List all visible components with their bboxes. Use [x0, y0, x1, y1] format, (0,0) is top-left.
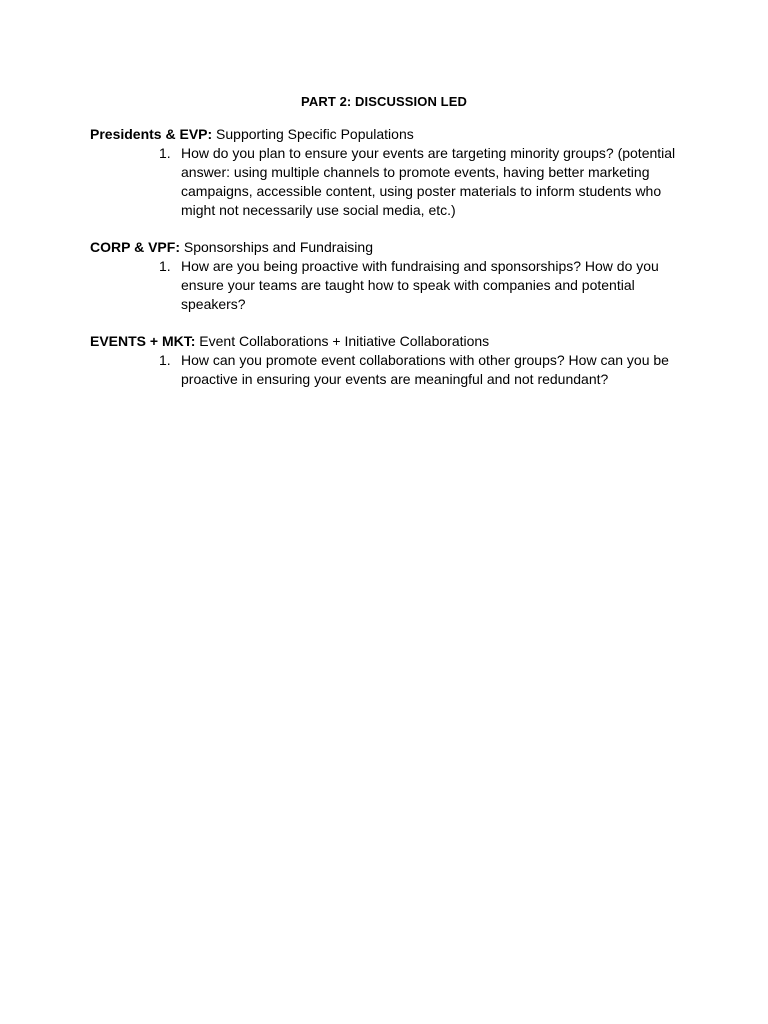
section-role: CORP & VPF:: [90, 239, 180, 255]
list-number: 1.: [159, 145, 171, 161]
question-line: How can you promote event collaborations with other groups? How can you be: [181, 352, 669, 368]
question-line: campaigns, accessible content, using poster materials to inform students who: [181, 183, 662, 199]
page-title: PART 2: DISCUSSION LED: [301, 94, 467, 109]
section-role: Presidents & EVP:: [90, 126, 213, 142]
section-events-mkt: [90, 332, 690, 389]
list-number: 1.: [159, 258, 171, 274]
question-line: might not necessarily use social media, etc.): [181, 202, 456, 218]
question-line: proactive in ensuring your events are meaningful and not redundant?: [181, 371, 609, 387]
list-item: [159, 351, 681, 389]
section-heading: [90, 238, 690, 257]
list-item: [159, 257, 681, 314]
question-line: answer: using multiple channels to promote events, having better marketing: [181, 164, 650, 180]
section-topic: Event Collaborations + Initiative Collaborations: [199, 333, 490, 349]
section-heading: [90, 332, 690, 351]
question-line: ensure your teams are taught how to speak with companies and potential: [181, 277, 635, 293]
question-line: speakers?: [181, 296, 246, 312]
question-line: How are you being proactive with fundraising and sponsorships? How do you: [181, 258, 659, 274]
section-topic: Sponsorships and Fundraising: [183, 239, 373, 255]
section-presidents-evp: [90, 125, 690, 220]
question-line: How do you plan to ensure your events are targeting minority groups? (potential: [181, 145, 676, 161]
list-item: [159, 144, 681, 220]
section-corp-vpf: [90, 238, 690, 314]
section-heading: [90, 125, 690, 144]
section-topic: Supporting Specific Populations: [216, 126, 414, 142]
list-number: 1.: [159, 352, 171, 368]
section-role: EVENTS + MKT:: [90, 333, 196, 349]
